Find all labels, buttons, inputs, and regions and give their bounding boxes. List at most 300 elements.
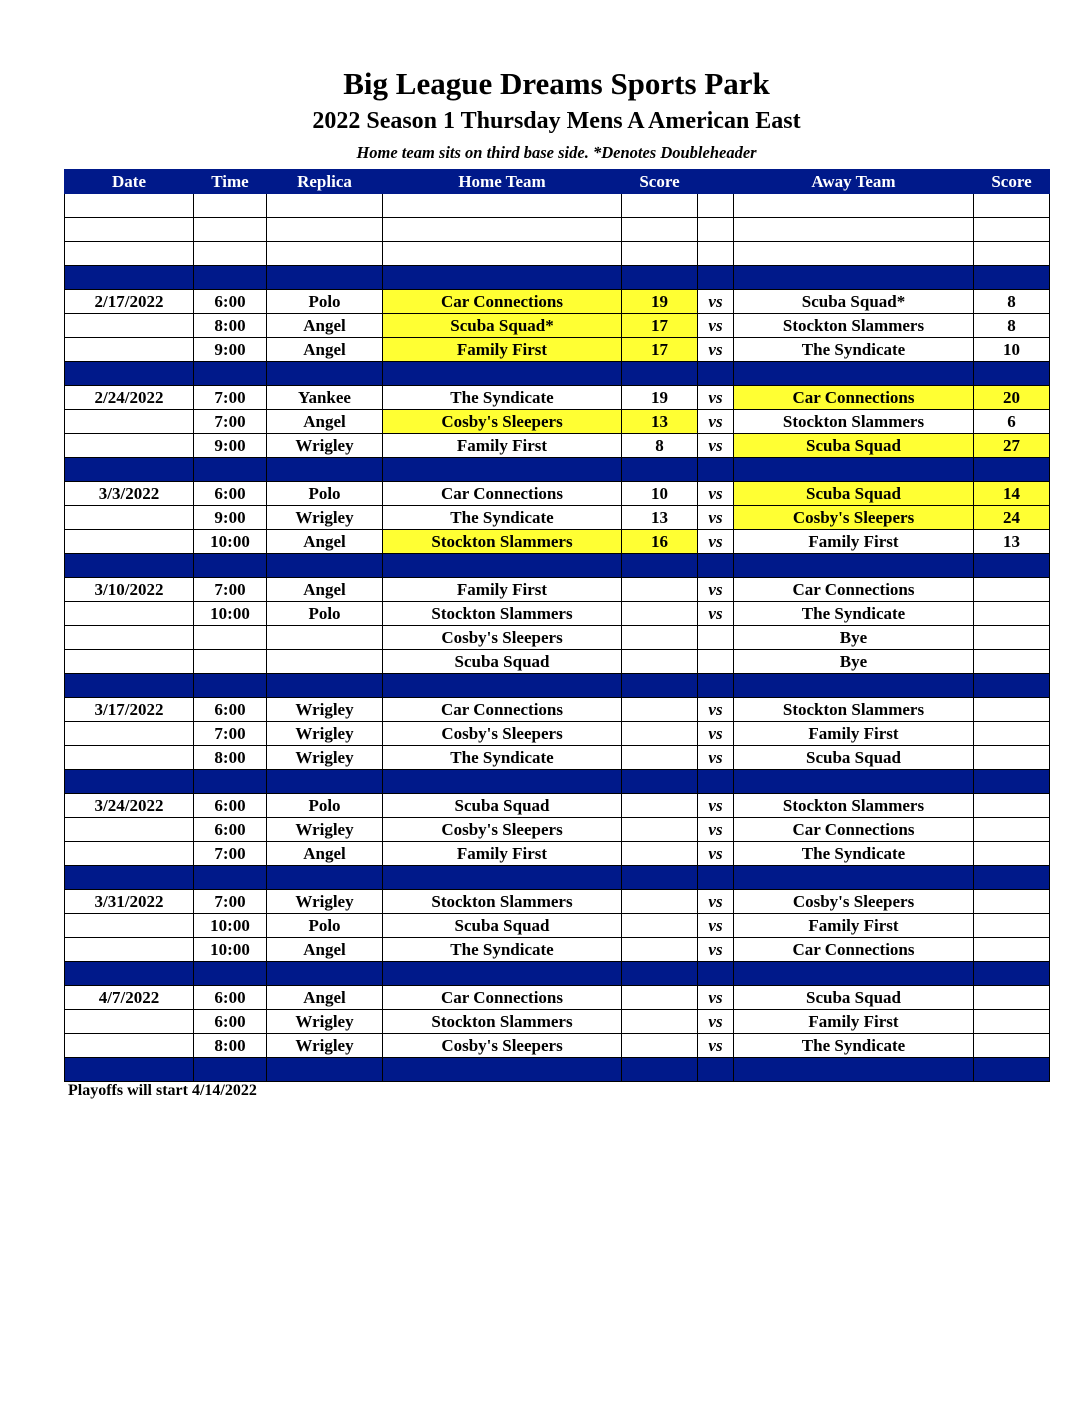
date-cell <box>65 674 194 698</box>
time-cell: 7:00 <box>194 410 267 434</box>
replica-cell <box>267 770 383 794</box>
replica-cell: Wrigley <box>267 818 383 842</box>
replica-cell: Polo <box>267 482 383 506</box>
time-cell <box>194 674 267 698</box>
home-team-cell: The Syndicate <box>383 386 622 410</box>
away-score-cell <box>974 218 1050 242</box>
time-cell: 8:00 <box>194 314 267 338</box>
game-row <box>65 698 1050 722</box>
date-cell <box>65 914 194 938</box>
home-team-cell: The Syndicate <box>383 938 622 962</box>
home-score-cell <box>622 794 698 818</box>
col-header-home-score: Score <box>622 170 698 194</box>
date-cell <box>65 218 194 242</box>
home-score-cell <box>622 1034 698 1058</box>
game-row <box>65 650 1050 674</box>
away-team-cell <box>734 770 974 794</box>
replica-cell: Angel <box>267 338 383 362</box>
replica-cell: Angel <box>267 578 383 602</box>
time-cell: 10:00 <box>194 530 267 554</box>
home-score-cell <box>622 554 698 578</box>
away-team-cell: Bye <box>734 626 974 650</box>
date-separator-row <box>65 866 1050 890</box>
game-row <box>65 482 1050 506</box>
away-score-cell: 13 <box>974 530 1050 554</box>
date-cell <box>65 362 194 386</box>
away-team-cell: Cosby's Sleepers <box>734 890 974 914</box>
away-team-cell <box>734 458 974 482</box>
away-score-cell <box>974 986 1050 1010</box>
time-cell <box>194 218 267 242</box>
time-cell <box>194 962 267 986</box>
away-score-cell <box>974 890 1050 914</box>
time-cell: 8:00 <box>194 746 267 770</box>
date-cell <box>65 746 194 770</box>
away-score-cell <box>974 194 1050 218</box>
date-cell <box>65 602 194 626</box>
replica-cell: Wrigley <box>267 698 383 722</box>
replica-cell <box>267 218 383 242</box>
replica-cell: Polo <box>267 602 383 626</box>
vs-cell: vs <box>698 914 734 938</box>
away-score-cell <box>974 362 1050 386</box>
date-cell <box>65 338 194 362</box>
col-header-replica: Replica <box>267 170 383 194</box>
home-score-cell <box>622 986 698 1010</box>
time-cell: 7:00 <box>194 842 267 866</box>
home-score-cell <box>622 626 698 650</box>
blank-row <box>65 218 1050 242</box>
home-team-cell: Scuba Squad* <box>383 314 622 338</box>
date-cell <box>65 842 194 866</box>
home-team-cell: Cosby's Sleepers <box>383 722 622 746</box>
vs-cell: vs <box>698 578 734 602</box>
away-team-cell <box>734 218 974 242</box>
away-team-cell <box>734 866 974 890</box>
date-separator-row <box>65 266 1050 290</box>
time-cell <box>194 770 267 794</box>
time-cell <box>194 362 267 386</box>
replica-cell: Angel <box>267 986 383 1010</box>
vs-cell <box>698 962 734 986</box>
away-score-cell <box>974 770 1050 794</box>
home-score-cell: 8 <box>622 434 698 458</box>
replica-cell <box>267 650 383 674</box>
time-cell: 6:00 <box>194 290 267 314</box>
date-cell <box>65 530 194 554</box>
home-score-cell: 13 <box>622 410 698 434</box>
vs-cell <box>698 554 734 578</box>
date-cell <box>65 554 194 578</box>
date-cell <box>65 458 194 482</box>
game-row <box>65 602 1050 626</box>
home-team-cell: Car Connections <box>383 698 622 722</box>
home-score-cell <box>622 722 698 746</box>
home-team-cell <box>383 218 622 242</box>
vs-cell <box>698 650 734 674</box>
time-cell: 6:00 <box>194 482 267 506</box>
away-team-cell <box>734 242 974 266</box>
vs-cell: vs <box>698 410 734 434</box>
home-team-cell: Family First <box>383 842 622 866</box>
replica-cell <box>267 1058 383 1082</box>
away-score-cell <box>974 794 1050 818</box>
game-row <box>65 818 1050 842</box>
away-score-cell: 10 <box>974 338 1050 362</box>
game-row <box>65 434 1050 458</box>
time-cell <box>194 866 267 890</box>
game-row <box>65 938 1050 962</box>
game-row <box>65 626 1050 650</box>
replica-cell <box>267 266 383 290</box>
home-score-cell <box>622 1058 698 1082</box>
away-score-cell: 14 <box>974 482 1050 506</box>
home-team-cell <box>383 962 622 986</box>
date-cell <box>65 242 194 266</box>
date-cell: 3/3/2022 <box>65 482 194 506</box>
away-team-cell: Family First <box>734 722 974 746</box>
date-separator-row <box>65 770 1050 794</box>
date-cell <box>65 1010 194 1034</box>
vs-cell <box>698 362 734 386</box>
game-row <box>65 530 1050 554</box>
home-score-cell <box>622 842 698 866</box>
vs-cell: vs <box>698 794 734 818</box>
home-team-cell: The Syndicate <box>383 746 622 770</box>
time-cell: 6:00 <box>194 986 267 1010</box>
vs-cell <box>698 674 734 698</box>
vs-cell <box>698 218 734 242</box>
away-team-cell: Stockton Slammers <box>734 314 974 338</box>
home-team-cell: Scuba Squad <box>383 650 622 674</box>
away-score-cell: 24 <box>974 506 1050 530</box>
home-score-cell: 17 <box>622 314 698 338</box>
replica-cell <box>267 194 383 218</box>
replica-cell <box>267 242 383 266</box>
date-cell <box>65 506 194 530</box>
replica-cell: Angel <box>267 530 383 554</box>
time-cell <box>194 458 267 482</box>
away-score-cell <box>974 674 1050 698</box>
col-header-time: Time <box>194 170 267 194</box>
replica-cell: Polo <box>267 290 383 314</box>
home-team-cell: Cosby's Sleepers <box>383 1034 622 1058</box>
date-cell <box>65 266 194 290</box>
home-team-cell <box>383 242 622 266</box>
away-score-cell <box>974 650 1050 674</box>
home-team-cell: Scuba Squad <box>383 914 622 938</box>
time-cell: 10:00 <box>194 602 267 626</box>
date-separator-row <box>65 674 1050 698</box>
vs-cell: vs <box>698 698 734 722</box>
vs-cell: vs <box>698 1010 734 1034</box>
away-team-cell: Stockton Slammers <box>734 698 974 722</box>
time-cell: 8:00 <box>194 1034 267 1058</box>
time-cell <box>194 650 267 674</box>
home-score-cell <box>622 746 698 770</box>
home-team-cell <box>383 194 622 218</box>
home-score-cell <box>622 1010 698 1034</box>
date-cell <box>65 650 194 674</box>
time-cell: 6:00 <box>194 818 267 842</box>
away-team-cell <box>734 194 974 218</box>
game-row <box>65 290 1050 314</box>
vs-cell: vs <box>698 818 734 842</box>
home-team-cell <box>383 266 622 290</box>
away-team-cell: Cosby's Sleepers <box>734 506 974 530</box>
away-team-cell: The Syndicate <box>734 842 974 866</box>
date-cell: 3/10/2022 <box>65 578 194 602</box>
away-score-cell <box>974 866 1050 890</box>
time-cell: 7:00 <box>194 890 267 914</box>
home-team-cell: Cosby's Sleepers <box>383 818 622 842</box>
away-team-cell: Scuba Squad <box>734 434 974 458</box>
away-score-cell <box>974 1010 1050 1034</box>
vs-cell: vs <box>698 290 734 314</box>
replica-cell <box>267 458 383 482</box>
away-score-cell <box>974 746 1050 770</box>
date-cell <box>65 770 194 794</box>
blank-row <box>65 194 1050 218</box>
replica-cell: Angel <box>267 938 383 962</box>
away-team-cell: The Syndicate <box>734 1034 974 1058</box>
away-team-cell: Car Connections <box>734 578 974 602</box>
date-separator-row <box>65 554 1050 578</box>
date-cell <box>65 1058 194 1082</box>
game-row <box>65 722 1050 746</box>
date-separator-row <box>65 962 1050 986</box>
away-team-cell: Car Connections <box>734 818 974 842</box>
vs-cell <box>698 770 734 794</box>
vs-cell <box>698 194 734 218</box>
vs-cell <box>698 242 734 266</box>
home-score-cell <box>622 602 698 626</box>
vs-cell: vs <box>698 338 734 362</box>
header-row <box>65 170 1050 194</box>
replica-cell: Yankee <box>267 386 383 410</box>
home-team-cell: Scuba Squad <box>383 794 622 818</box>
replica-cell <box>267 962 383 986</box>
away-score-cell <box>974 242 1050 266</box>
replica-cell: Angel <box>267 842 383 866</box>
home-team-cell <box>383 458 622 482</box>
playoffs-note: Playoffs will start 4/14/2022 <box>68 1082 257 1099</box>
home-team-cell: Stockton Slammers <box>383 890 622 914</box>
vs-cell: vs <box>698 386 734 410</box>
away-score-cell <box>974 266 1050 290</box>
game-row <box>65 338 1050 362</box>
home-score-cell <box>622 866 698 890</box>
date-cell <box>65 626 194 650</box>
page-subtitle: 2022 Season 1 Thursday Mens A American East <box>312 108 801 134</box>
home-score-cell: 19 <box>622 290 698 314</box>
home-team-cell: Car Connections <box>383 482 622 506</box>
vs-cell <box>698 866 734 890</box>
vs-cell: vs <box>698 434 734 458</box>
replica-cell: Polo <box>267 914 383 938</box>
game-row <box>65 890 1050 914</box>
page-title: Big League Dreams Sports Park <box>343 66 770 101</box>
away-team-cell: Family First <box>734 914 974 938</box>
time-cell <box>194 266 267 290</box>
away-score-cell <box>974 458 1050 482</box>
away-team-cell: Scuba Squad <box>734 482 974 506</box>
vs-cell: vs <box>698 986 734 1010</box>
home-score-cell <box>622 770 698 794</box>
away-score-cell <box>974 818 1050 842</box>
col-header-away-team: Away Team <box>734 170 974 194</box>
home-score-cell: 13 <box>622 506 698 530</box>
home-team-cell <box>383 674 622 698</box>
away-score-cell <box>974 554 1050 578</box>
away-team-cell: Scuba Squad <box>734 986 974 1010</box>
home-team-cell: Family First <box>383 338 622 362</box>
away-team-cell: Scuba Squad* <box>734 290 974 314</box>
replica-cell: Wrigley <box>267 1010 383 1034</box>
away-score-cell <box>974 578 1050 602</box>
replica-cell: Angel <box>267 314 383 338</box>
home-score-cell: 17 <box>622 338 698 362</box>
blank-row <box>65 242 1050 266</box>
game-row <box>65 1010 1050 1034</box>
date-cell: 2/24/2022 <box>65 386 194 410</box>
away-score-cell <box>974 602 1050 626</box>
home-team-cell: Car Connections <box>383 290 622 314</box>
vs-cell: vs <box>698 482 734 506</box>
time-cell: 9:00 <box>194 338 267 362</box>
away-score-cell <box>974 938 1050 962</box>
time-cell: 9:00 <box>194 434 267 458</box>
home-team-cell <box>383 1058 622 1082</box>
time-cell <box>194 554 267 578</box>
replica-cell: Wrigley <box>267 746 383 770</box>
replica-cell: Wrigley <box>267 722 383 746</box>
away-score-cell <box>974 842 1050 866</box>
away-team-cell <box>734 674 974 698</box>
home-score-cell <box>622 674 698 698</box>
date-separator-row <box>65 1058 1050 1082</box>
time-cell: 6:00 <box>194 698 267 722</box>
home-score-cell <box>622 698 698 722</box>
home-score-cell <box>622 266 698 290</box>
time-cell <box>194 626 267 650</box>
col-header-away-score: Score <box>974 170 1050 194</box>
game-row <box>65 314 1050 338</box>
home-team-cell <box>383 770 622 794</box>
replica-cell <box>267 866 383 890</box>
game-row <box>65 746 1050 770</box>
replica-cell <box>267 626 383 650</box>
vs-cell: vs <box>698 842 734 866</box>
away-team-cell: Stockton Slammers <box>734 410 974 434</box>
home-score-cell: 16 <box>622 530 698 554</box>
vs-cell: vs <box>698 746 734 770</box>
game-row <box>65 386 1050 410</box>
game-row <box>65 506 1050 530</box>
away-team-cell <box>734 1058 974 1082</box>
away-team-cell: Family First <box>734 530 974 554</box>
vs-cell: vs <box>698 530 734 554</box>
date-cell <box>65 410 194 434</box>
time-cell <box>194 194 267 218</box>
vs-cell: vs <box>698 722 734 746</box>
home-score-cell <box>622 458 698 482</box>
vs-cell: vs <box>698 938 734 962</box>
home-score-cell <box>622 242 698 266</box>
home-score-cell: 10 <box>622 482 698 506</box>
game-row <box>65 986 1050 1010</box>
away-team-cell: Car Connections <box>734 386 974 410</box>
home-team-cell: The Syndicate <box>383 506 622 530</box>
date-cell: 3/31/2022 <box>65 890 194 914</box>
replica-cell: Angel <box>267 410 383 434</box>
game-row <box>65 578 1050 602</box>
away-team-cell <box>734 362 974 386</box>
date-separator-row <box>65 458 1050 482</box>
game-row <box>65 794 1050 818</box>
away-team-cell: The Syndicate <box>734 338 974 362</box>
home-team-cell: Stockton Slammers <box>383 530 622 554</box>
away-score-cell <box>974 962 1050 986</box>
vs-cell: vs <box>698 314 734 338</box>
home-score-cell <box>622 938 698 962</box>
date-cell <box>65 314 194 338</box>
time-cell: 10:00 <box>194 914 267 938</box>
home-score-cell <box>622 890 698 914</box>
home-team-cell <box>383 554 622 578</box>
away-team-cell: Scuba Squad <box>734 746 974 770</box>
time-cell: 7:00 <box>194 722 267 746</box>
away-team-cell: Stockton Slammers <box>734 794 974 818</box>
away-score-cell: 6 <box>974 410 1050 434</box>
home-team-cell: Family First <box>383 578 622 602</box>
replica-cell: Wrigley <box>267 1034 383 1058</box>
home-score-cell <box>622 818 698 842</box>
date-cell <box>65 818 194 842</box>
away-score-cell <box>974 914 1050 938</box>
time-cell: 9:00 <box>194 506 267 530</box>
time-cell <box>194 1058 267 1082</box>
game-row <box>65 914 1050 938</box>
col-header-home-team: Home Team <box>383 170 622 194</box>
date-separator-row <box>65 362 1050 386</box>
date-cell: 4/7/2022 <box>65 986 194 1010</box>
home-team-cell: Stockton Slammers <box>383 1010 622 1034</box>
schedule-body <box>65 194 1050 1082</box>
away-team-cell: Family First <box>734 1010 974 1034</box>
vs-cell: vs <box>698 602 734 626</box>
time-cell: 7:00 <box>194 578 267 602</box>
vs-cell <box>698 1058 734 1082</box>
home-score-cell: 19 <box>622 386 698 410</box>
replica-cell <box>267 674 383 698</box>
away-score-cell: 8 <box>974 314 1050 338</box>
replica-cell <box>267 362 383 386</box>
game-row <box>65 410 1050 434</box>
replica-cell: Polo <box>267 794 383 818</box>
home-score-cell <box>622 218 698 242</box>
away-team-cell <box>734 554 974 578</box>
time-cell: 6:00 <box>194 1010 267 1034</box>
away-team-cell <box>734 266 974 290</box>
away-score-cell <box>974 722 1050 746</box>
vs-cell <box>698 626 734 650</box>
date-cell <box>65 722 194 746</box>
away-score-cell <box>974 1034 1050 1058</box>
home-score-cell <box>622 650 698 674</box>
date-cell <box>65 962 194 986</box>
away-score-cell: 27 <box>974 434 1050 458</box>
